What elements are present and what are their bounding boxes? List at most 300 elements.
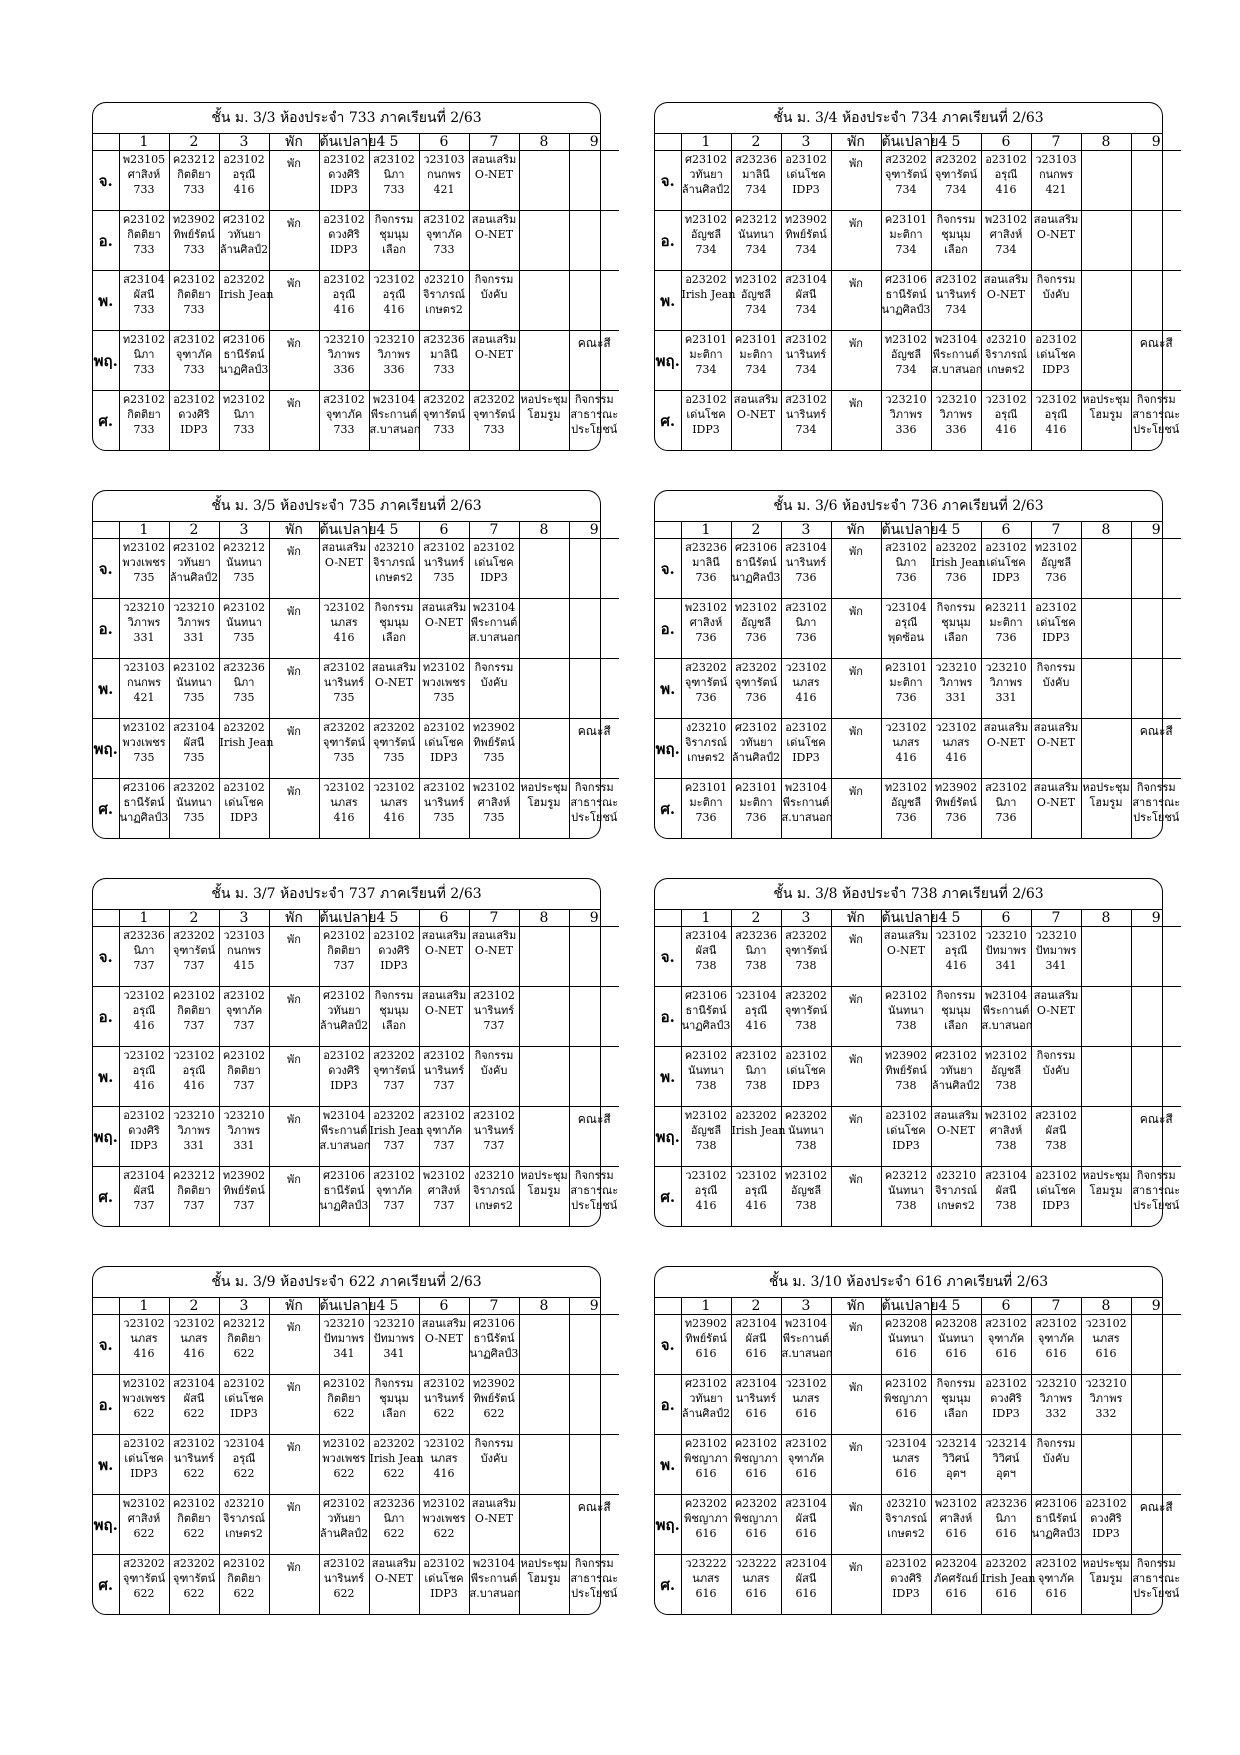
class-cell (881, 1315, 931, 1375)
subject-code: ส23236 (123, 929, 165, 942)
subject-code: ค23204 (934, 1557, 978, 1570)
class-cell (981, 1555, 1036, 1615)
class-cell (319, 719, 369, 779)
teacher-name: O-NET (936, 1124, 976, 1137)
class-info (732, 599, 781, 645)
teacher-name: บังคับ (1042, 1064, 1070, 1077)
subject-code: ส23102 (985, 1317, 1027, 1330)
room-label: 622 (233, 1467, 255, 1480)
teacher-name: จุฑาภัค (425, 228, 463, 241)
class-info (520, 539, 569, 540)
teacher-name: อรุณี (994, 168, 1018, 181)
teacher-name: พิชญาภา (734, 1512, 778, 1525)
class-cell (881, 1047, 931, 1107)
class-info (219, 719, 274, 750)
class-cell (731, 1315, 781, 1375)
subject-code: ว23210 (323, 1317, 365, 1330)
room-label: 616 (1045, 1347, 1067, 1360)
teacher-name: ดวงศิริ (378, 944, 410, 957)
break-cell: พัก (831, 151, 881, 211)
room-label: นาฏศิลป์3 (319, 1199, 369, 1212)
class-cell (469, 719, 519, 779)
class-info (882, 1107, 931, 1153)
class-cell (419, 1435, 469, 1495)
period-header-row (655, 1298, 1181, 1315)
class-info (220, 779, 269, 825)
room-label: IDP3 (992, 1407, 1020, 1420)
day-label: จ. (93, 927, 119, 987)
class-info (982, 659, 1031, 705)
day-row (655, 599, 1181, 659)
teacher-name: Irish Jean (681, 288, 736, 301)
room-label: 622 (333, 1407, 355, 1420)
period-header: 6 (981, 910, 1031, 927)
timetable-card (654, 490, 1181, 839)
room-label: 616 (995, 1587, 1017, 1600)
class-info (420, 1555, 469, 1601)
break-cell: พัก (831, 1375, 881, 1435)
subject-code: ค23102 (222, 601, 266, 614)
subject-code: ส23236 (685, 541, 727, 554)
class-cell (219, 1555, 269, 1615)
class-cell (419, 331, 469, 391)
class-cell (419, 1375, 469, 1435)
subject-code: ส23102 (785, 601, 827, 614)
subject-code: ศ23102 (685, 1377, 727, 1390)
class-info (882, 1047, 931, 1093)
class-info (120, 1315, 169, 1361)
class-info (320, 1107, 369, 1153)
day-row (93, 1435, 619, 1495)
class-cell (119, 331, 169, 391)
class-cell (681, 391, 731, 451)
class-info (420, 1315, 469, 1346)
class-info (170, 1107, 219, 1153)
period-header: 1 (681, 910, 731, 927)
teacher-name: ดวงศิริ (990, 1392, 1022, 1405)
class-info (370, 659, 419, 690)
room-label: 416 (333, 631, 355, 644)
class-info (520, 1435, 569, 1436)
class-info (570, 1555, 620, 1601)
class-cell (569, 271, 619, 331)
subject-code: กิจกรรม (1036, 273, 1076, 286)
class-cell (1031, 1047, 1081, 1107)
class-info (1032, 599, 1081, 645)
teacher-name: นิภา (745, 1064, 767, 1077)
teacher-name: ผัสนี (133, 1184, 155, 1197)
class-cell (881, 779, 931, 839)
class-cell (519, 719, 569, 779)
subject-code: อ23202 (735, 1109, 777, 1122)
room-label: 733 (433, 243, 455, 256)
teacher-name: นารินทร์ (423, 1064, 465, 1077)
teacher-name: พีระกานต์ (982, 1004, 1030, 1017)
class-cell (169, 1555, 219, 1615)
teacher-name: นภสร (742, 1572, 770, 1585)
teacher-name: เด่นโชค (224, 1392, 264, 1405)
teacher-name: นันทนา (938, 1332, 974, 1345)
subject-code: ว23102 (785, 1377, 827, 1390)
teacher-name: จุฑาภัค (787, 1452, 825, 1465)
period-header: 3 (219, 910, 269, 927)
class-cell (1031, 599, 1081, 659)
class-cell (1081, 211, 1131, 271)
room-label: IDP3 (992, 571, 1020, 584)
subject-code: อ23102 (1035, 1169, 1077, 1182)
class-info (370, 331, 419, 377)
class-info (682, 659, 731, 705)
subject-code: ส23104 (785, 273, 827, 286)
class-cell (781, 1167, 831, 1227)
subject-code: อ23102 (473, 541, 515, 554)
teacher-name: วิภาพร (177, 616, 211, 629)
subject-code: ส23202 (123, 1557, 165, 1570)
room-label: 736 (745, 691, 767, 704)
class-info (420, 539, 469, 585)
subject-code: ว23210 (985, 661, 1027, 674)
room-label: ส.บาสนอก (369, 423, 421, 436)
class-cell (681, 151, 731, 211)
teacher-name: จุฑารัตน์ (934, 168, 978, 181)
class-info (782, 331, 831, 377)
class-cell (419, 779, 469, 839)
room-label: 733 (483, 423, 505, 436)
class-cell (419, 1555, 469, 1615)
room-label: 416 (433, 1467, 455, 1480)
room-label: ส.บาสนอก (469, 1587, 521, 1600)
day-label: พ. (93, 1047, 119, 1107)
class-info (1082, 271, 1131, 272)
class-cell (319, 659, 369, 719)
subject-code: ว23102 (323, 781, 365, 794)
class-cell (219, 987, 269, 1047)
class-info (170, 987, 219, 1033)
day-row (93, 719, 619, 779)
class-cell (119, 271, 169, 331)
class-cell (569, 151, 619, 211)
room-label: 616 (995, 1347, 1017, 1360)
class-cell (1031, 719, 1081, 779)
class-info (982, 779, 1031, 825)
class-cell (469, 1167, 519, 1227)
class-cell (119, 539, 169, 599)
class-info (732, 1495, 781, 1541)
subject-code: ค23102 (222, 1557, 266, 1570)
class-cell (1081, 1107, 1131, 1167)
teacher-name: พีระกานต์ (932, 348, 980, 361)
break-cell: พัก (831, 1495, 881, 1555)
room-label: IDP3 (792, 751, 820, 764)
teacher-name: สาธารณะ (570, 1184, 619, 1197)
teacher-name: อัญชลี (1040, 556, 1072, 569)
room-label: IDP3 (180, 423, 208, 436)
class-cell (931, 1375, 981, 1435)
day-row (655, 779, 1181, 839)
room-label: 737 (183, 1019, 205, 1032)
room-label: 616 (745, 1347, 767, 1360)
room-label: 416 (183, 1347, 205, 1360)
teacher-name: ธานีรัตน์ (473, 1332, 515, 1345)
class-cell (981, 331, 1031, 391)
class-info (1132, 927, 1182, 928)
class-info (570, 1167, 620, 1213)
subject-code: ท23102 (1034, 541, 1078, 554)
break-cell: พัก (269, 331, 319, 391)
class-cell (469, 211, 519, 271)
class-info (732, 719, 781, 765)
subject-code: สอนเสริม (933, 1109, 979, 1122)
class-info (932, 987, 981, 1033)
teacher-name: พิชญาภา (684, 1512, 728, 1525)
class-info (570, 779, 620, 825)
subject-code: ท23102 (734, 601, 778, 614)
class-info (982, 1375, 1031, 1421)
room-label: ส.บาสนอก (981, 1019, 1033, 1032)
class-cell (981, 539, 1031, 599)
room-label: 736 (695, 571, 717, 584)
break-cell: พัก (269, 927, 319, 987)
class-info (882, 659, 931, 705)
subject-code: ค23101 (734, 781, 778, 794)
class-cell (169, 1167, 219, 1227)
subject-code: ศ23106 (473, 1317, 515, 1330)
class-info (520, 719, 569, 720)
room-label: 735 (183, 811, 205, 824)
class-info (520, 1315, 569, 1316)
teacher-name: Irish Jean (219, 288, 274, 301)
subject-code: ท23902 (472, 721, 516, 734)
subject-code: ท23902 (934, 781, 978, 794)
class-info (782, 391, 831, 437)
class-cell (881, 331, 931, 391)
class-cell (369, 927, 419, 987)
teacher-name: ผัสนี (695, 944, 717, 957)
class-info (420, 271, 469, 317)
room-label: IDP3 (430, 1587, 458, 1600)
class-cell (319, 1375, 369, 1435)
room-label: 733 (183, 303, 205, 316)
subject-code: กิจกรรม (374, 1377, 414, 1390)
class-cell (369, 599, 419, 659)
teacher-name: สาธารณะ (570, 796, 619, 809)
day-label: อ. (655, 1375, 681, 1435)
class-cell (369, 1375, 419, 1435)
class-info (170, 1167, 219, 1213)
subject-code: ว23102 (173, 1317, 215, 1330)
room-label: 416 (745, 1019, 767, 1032)
class-cell (1131, 599, 1181, 659)
teacher-name: วิภาพร (377, 348, 411, 361)
subject-code: กิจกรรม (374, 989, 414, 1002)
break-cell: พัก (269, 779, 319, 839)
day-label: พฤ. (655, 719, 681, 779)
room-label: 416 (895, 751, 917, 764)
room-label: 737 (383, 1199, 405, 1212)
class-cell (219, 1435, 269, 1495)
timetable-card (92, 1266, 619, 1615)
class-cell (931, 1495, 981, 1555)
subject-code: สอนเสริม (421, 1317, 467, 1330)
class-cell (469, 1315, 519, 1375)
period-header: 9 (1131, 1298, 1181, 1315)
break-cell: พัก (831, 1047, 881, 1107)
subject-code: ง23210 (423, 273, 465, 286)
class-info (782, 539, 831, 585)
class-info (120, 211, 169, 257)
teacher-name: ปัทมาพร (1035, 944, 1077, 957)
class-info (470, 1047, 519, 1078)
class-cell (981, 1375, 1031, 1435)
break-cell: พัก (831, 391, 881, 451)
class-cell (319, 391, 369, 451)
teacher-name: จุฑารัตน์ (734, 676, 778, 689)
teacher-name: นารินทร์ (935, 288, 977, 301)
room-label: 738 (995, 1199, 1017, 1212)
class-info (982, 1315, 1031, 1361)
room-label: IDP3 (1042, 363, 1070, 376)
subject-code: ส23102 (423, 781, 465, 794)
class-info (520, 599, 569, 600)
timetable-title: ชั้น ม. 3/5 ห้องประจำ 735 ภาคเรียนที่ 2/63 (93, 491, 600, 522)
room-label: 737 (433, 1079, 455, 1092)
class-cell (569, 779, 619, 839)
subject-code: ส23102 (735, 1049, 777, 1062)
class-cell (119, 1047, 169, 1107)
subject-code: ว23102 (885, 721, 927, 734)
room-label: 738 (895, 1079, 917, 1092)
class-cell (519, 987, 569, 1047)
teacher-name: กิตติยา (127, 228, 161, 241)
subject-code: ว23214 (935, 1437, 977, 1450)
break-cell: พัก (269, 1315, 319, 1375)
room-label: 736 (945, 811, 967, 824)
subject-code: ค23101 (884, 213, 928, 226)
teacher-name: มาลินี (430, 348, 458, 361)
teacher-name: เด่นโชค (786, 736, 826, 749)
day-row (655, 987, 1181, 1047)
teacher-name: จุฑาภัค (175, 348, 213, 361)
teacher-name: มะติกา (989, 616, 1023, 629)
class-cell (781, 1495, 831, 1555)
class-info (320, 539, 369, 570)
period-header: 9 (569, 134, 619, 151)
room-label: 733 (133, 363, 155, 376)
class-cell (1031, 1107, 1081, 1167)
class-info (982, 987, 1031, 1033)
class-cell (681, 1315, 731, 1375)
subject-code: อ23102 (1035, 333, 1077, 346)
day-row (93, 987, 619, 1047)
class-info (1082, 599, 1131, 600)
room-label: 616 (695, 1527, 717, 1540)
room-label: 616 (945, 1527, 967, 1540)
class-info (732, 1435, 781, 1481)
subject-code: พ23104 (322, 1109, 366, 1122)
period-header: 5 (931, 134, 981, 151)
room-label: 734 (745, 243, 767, 256)
teacher-name: O-NET (1036, 736, 1076, 749)
teacher-name: นิภา (795, 616, 817, 629)
class-info (1082, 331, 1131, 332)
class-info (682, 1167, 731, 1213)
period-header: ต้นเปลาย4 (319, 1298, 386, 1314)
subject-code: ว23210 (935, 661, 977, 674)
subject-code: ค23102 (172, 273, 216, 286)
teacher-name: O-NET (736, 408, 776, 421)
teacher-name: วทันยา (689, 1392, 723, 1405)
class-cell (881, 1495, 931, 1555)
class-cell (781, 1435, 831, 1495)
period-header: 8 (519, 134, 569, 151)
class-cell (881, 927, 931, 987)
teacher-name: วทันยา (689, 168, 723, 181)
day-label: พ. (93, 659, 119, 719)
class-info (1082, 211, 1131, 212)
class-info (120, 391, 169, 437)
room-label: 421 (433, 183, 455, 196)
subject-code: ส23102 (173, 333, 215, 346)
day-row (93, 1315, 619, 1375)
period-header: 1 (119, 134, 169, 151)
class-info (882, 1555, 931, 1601)
room-label: นาฏศิลป์3 (731, 571, 781, 584)
class-info (1082, 1435, 1131, 1436)
class-info (170, 539, 219, 585)
class-cell (369, 779, 419, 839)
class-info (170, 1047, 219, 1093)
teacher-name: โฮมรูม (527, 796, 561, 809)
subject-code: ท23102 (422, 1497, 466, 1510)
period-header: 9 (1131, 910, 1181, 927)
class-cell (119, 599, 169, 659)
class-info (732, 1555, 781, 1601)
subject-code: ส23104 (173, 1377, 215, 1390)
class-cell (569, 1375, 619, 1435)
room-label: เกษตร2 (425, 303, 463, 316)
subject-code: ว23222 (735, 1557, 777, 1570)
class-info (420, 987, 469, 1018)
day-label: พฤ. (655, 331, 681, 391)
teacher-name: ศาสิงห์ (939, 1512, 973, 1525)
subject-code: ส23102 (373, 153, 415, 166)
subject-code: กิจกรรม (1136, 393, 1176, 406)
class-info (369, 1435, 424, 1481)
room-label: 736 (895, 811, 917, 824)
teacher-name: เด่นโชค (986, 556, 1026, 569)
header-corner (93, 1298, 119, 1315)
class-cell (119, 151, 169, 211)
subject-code: ส23104 (123, 273, 165, 286)
subject-code: พ23104 (784, 781, 828, 794)
class-info (1082, 987, 1131, 988)
class-cell (519, 1315, 569, 1375)
class-info (219, 271, 274, 302)
period-header: 6 (419, 1298, 469, 1315)
room-label: 622 (433, 1407, 455, 1420)
period-header-row (93, 134, 619, 151)
class-cell (169, 779, 219, 839)
class-info (1132, 1315, 1182, 1316)
class-cell (731, 1435, 781, 1495)
teacher-name: โฮมรูม (1089, 796, 1123, 809)
class-info (932, 719, 981, 765)
room-label: 416 (995, 183, 1017, 196)
class-cell (781, 151, 831, 211)
class-cell (319, 211, 369, 271)
header-corner (655, 1298, 681, 1315)
class-cell (419, 1107, 469, 1167)
